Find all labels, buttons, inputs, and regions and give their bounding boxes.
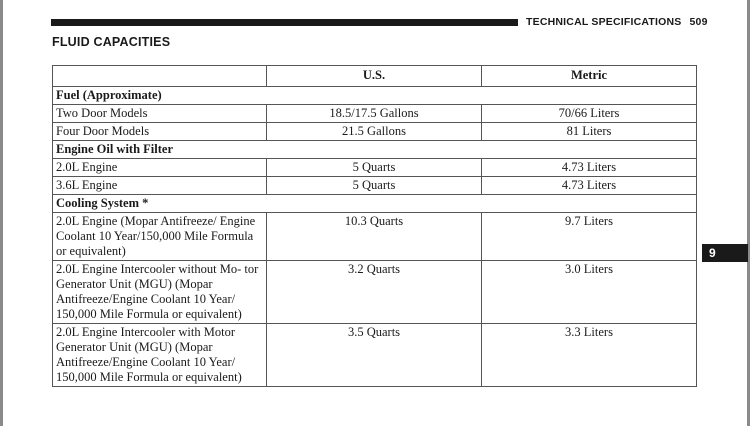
row-us-value: 21.5 Gallons: [267, 123, 482, 141]
row-us-value: 18.5/17.5 Gallons: [267, 105, 482, 123]
running-header-section: TECHNICAL SPECIFICATIONS: [526, 16, 682, 28]
row-metric-value: 4.73 Liters: [482, 159, 697, 177]
row-metric-value: 70/66 Liters: [482, 105, 697, 123]
row-us-value: 10.3 Quarts: [267, 213, 482, 261]
row-us-value: 5 Quarts: [267, 159, 482, 177]
row-metric-value: 4.73 Liters: [482, 177, 697, 195]
row-metric-value: 9.7 Liters: [482, 213, 697, 261]
row-item: Four Door Models: [53, 123, 267, 141]
group-label: Engine Oil with Filter: [53, 141, 697, 159]
row-metric-value: 3.0 Liters: [482, 261, 697, 324]
section-title: FLUID CAPACITIES: [52, 35, 171, 49]
table-header-row: [53, 66, 697, 87]
row-us-value: 3.5 Quarts: [267, 324, 482, 387]
table-row: [53, 324, 697, 387]
row-metric-value: 81 Liters: [482, 123, 697, 141]
page-number: 509: [689, 16, 708, 28]
column-header-us: U.S.: [267, 66, 482, 87]
group-row-engine-oil: [53, 141, 697, 159]
row-item: 3.6L Engine: [53, 177, 267, 195]
column-header-metric: Metric: [482, 66, 697, 87]
table-row: [53, 177, 697, 195]
group-label: Fuel (Approximate): [53, 87, 697, 105]
row-metric-value: 3.3 Liters: [482, 324, 697, 387]
table-row: [53, 159, 697, 177]
column-header-item: [53, 66, 267, 87]
table-row: [53, 213, 697, 261]
group-label: Cooling System *: [53, 195, 697, 213]
row-item: 2.0L Engine: [53, 159, 267, 177]
header-rule: [51, 19, 518, 26]
table-row: [53, 123, 697, 141]
running-header: [526, 16, 708, 28]
row-item: 2.0L Engine Intercooler without Mo- tor Generator Unit (MGU) (Mopar Antifreeze/Engine Coolant 10 Year/ 150,000 Mile Formula or equivalent): [53, 261, 267, 324]
group-row-fuel: [53, 87, 697, 105]
table-row: [53, 105, 697, 123]
fluid-capacities-table: [52, 65, 697, 387]
row-us-value: 3.2 Quarts: [267, 261, 482, 324]
row-item: 2.0L Engine Intercooler with Motor Generator Unit (MGU) (Mopar Antifreeze/Engine Coolant 10 Year/ 150,000 Mile Formula or equivalent): [53, 324, 267, 387]
group-row-cooling-system: [53, 195, 697, 213]
row-item: 2.0L Engine (Mopar Antifreeze/ Engine Coolant 10 Year/150,000 Mile Formula or equivalent): [53, 213, 267, 261]
row-us-value: 5 Quarts: [267, 177, 482, 195]
table-row: [53, 261, 697, 324]
page-edge-left: [0, 0, 3, 426]
row-item: Two Door Models: [53, 105, 267, 123]
chapter-tab: 9: [702, 244, 748, 262]
